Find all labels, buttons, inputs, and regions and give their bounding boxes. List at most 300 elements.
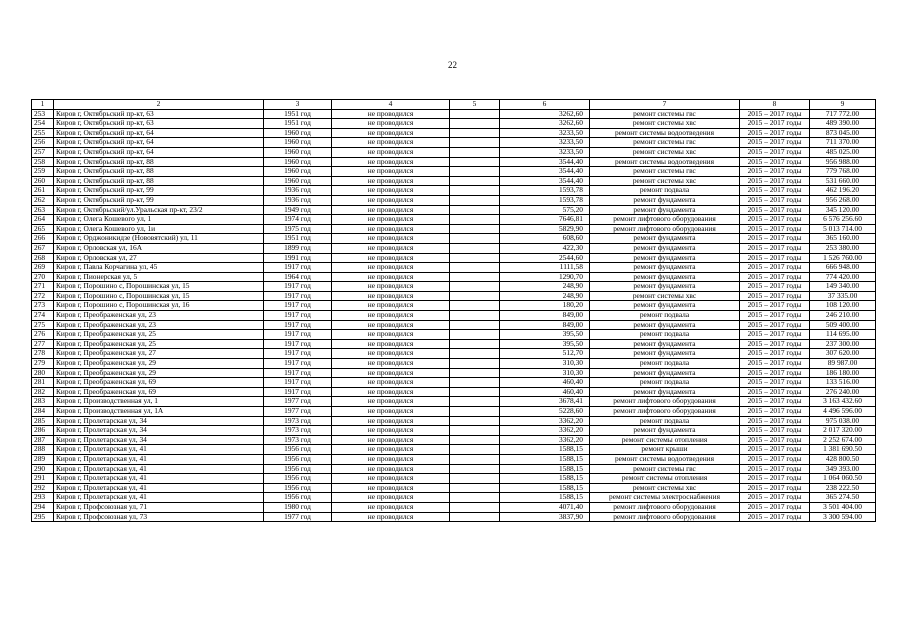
table-row bbox=[32, 474, 876, 484]
cell-area: 5228,60 bbox=[500, 407, 590, 417]
cell-year-built: 1964 год bbox=[264, 272, 332, 282]
cell-column-5 bbox=[450, 234, 500, 244]
cell-area: 3362,20 bbox=[500, 426, 590, 436]
header-row bbox=[32, 100, 876, 110]
table-row bbox=[32, 291, 876, 301]
cell-area: 310,30 bbox=[500, 368, 590, 378]
cell-address: Киров г, Октябрьский пр-кт, 88 bbox=[54, 157, 264, 167]
cell-column-5 bbox=[450, 205, 500, 215]
cell-area: 7646,81 bbox=[500, 215, 590, 225]
cell-area: 1593,78 bbox=[500, 186, 590, 196]
cell-year-built: 1951 год bbox=[264, 234, 332, 244]
cell-work-type: ремонт лифтового оборудования bbox=[590, 397, 740, 407]
cell-work-type: ремонт фундамента bbox=[590, 272, 740, 282]
cell-address: Киров г, Пролетарская ул, 41 bbox=[54, 483, 264, 493]
cell-address: Киров г, Преображенская ул, 27 bbox=[54, 349, 264, 359]
cell-area: 1588,15 bbox=[500, 493, 590, 503]
cell-row-number: 286 bbox=[32, 426, 54, 436]
cell-work-type: ремонт системы хвс bbox=[590, 176, 740, 186]
cell-address: Киров г, Пролетарская ул, 34 bbox=[54, 426, 264, 436]
cell-year-built: 1956 год bbox=[264, 493, 332, 503]
cell-row-number: 258 bbox=[32, 157, 54, 167]
cell-cost: 108 120.00 bbox=[810, 301, 876, 311]
cell-period: 2015 – 2017 годы bbox=[740, 435, 810, 445]
cell-cost: 2 017 320.00 bbox=[810, 426, 876, 436]
cell-work-type: ремонт фундамента bbox=[590, 234, 740, 244]
cell-column-5 bbox=[450, 253, 500, 263]
cell-column-5 bbox=[450, 349, 500, 359]
cell-cost: 246 210.00 bbox=[810, 311, 876, 321]
cell-row-number: 289 bbox=[32, 454, 54, 464]
cell-row-number: 273 bbox=[32, 301, 54, 311]
cell-column-5 bbox=[450, 138, 500, 148]
cell-cost: 114 695.00 bbox=[810, 330, 876, 340]
cell-work-type: ремонт подвала bbox=[590, 416, 740, 426]
table-row bbox=[32, 128, 876, 138]
cell-address: Киров г, Олега Кошевого ул, 1и bbox=[54, 224, 264, 234]
cell-address: Киров г, Павла Корчагина ул, 45 bbox=[54, 263, 264, 273]
cell-year-built: 1936 год bbox=[264, 186, 332, 196]
column-header: 1 bbox=[32, 100, 54, 110]
cell-row-number: 287 bbox=[32, 435, 54, 445]
cell-column-5 bbox=[450, 339, 500, 349]
cell-cost: 238 222.50 bbox=[810, 483, 876, 493]
cell-address: Киров г, Олега Кошевого ул, 1 bbox=[54, 215, 264, 225]
cell-year-built: 1917 год bbox=[264, 330, 332, 340]
cell-address: Киров г, Орджоникидзе (Нововятский) ул, 11 bbox=[54, 234, 264, 244]
cell-work-type: ремонт фундамента bbox=[590, 368, 740, 378]
cell-address: Киров г, Пролетарская ул, 34 bbox=[54, 416, 264, 426]
cell-address: Киров г, Октябрьский/ул.Уральская пр-кт, 23/2 bbox=[54, 205, 264, 215]
cell-work-type: ремонт системы отопления bbox=[590, 435, 740, 445]
cell-column-5 bbox=[450, 195, 500, 205]
table-row bbox=[32, 157, 876, 167]
table-row bbox=[32, 243, 876, 253]
cell-address: Киров г, Октябрьский пр-кт, 88 bbox=[54, 167, 264, 177]
cell-row-number: 271 bbox=[32, 282, 54, 292]
cell-address: Киров г, Производственная ул, 1А bbox=[54, 407, 264, 417]
cell-last-repair: не проводился bbox=[332, 243, 450, 253]
cell-address: Киров г, Октябрьский пр-кт, 63 bbox=[54, 109, 264, 119]
cell-cost: 531 660.00 bbox=[810, 176, 876, 186]
cell-cost: 6 576 256.60 bbox=[810, 215, 876, 225]
cell-row-number: 256 bbox=[32, 138, 54, 148]
cell-row-number: 272 bbox=[32, 291, 54, 301]
cell-last-repair: не проводился bbox=[332, 464, 450, 474]
cell-last-repair: не проводился bbox=[332, 291, 450, 301]
cell-year-built: 1975 год bbox=[264, 224, 332, 234]
cell-year-built: 1960 год bbox=[264, 128, 332, 138]
cell-period: 2015 – 2017 годы bbox=[740, 359, 810, 369]
cell-year-built: 1956 год bbox=[264, 445, 332, 455]
cell-cost: 3 300 594.00 bbox=[810, 512, 876, 522]
cell-address: Киров г, Орловская ул, 27 bbox=[54, 253, 264, 263]
cell-area: 3678,41 bbox=[500, 397, 590, 407]
cell-column-5 bbox=[450, 387, 500, 397]
cell-work-type: ремонт системы электроснабжения bbox=[590, 493, 740, 503]
cell-row-number: 293 bbox=[32, 493, 54, 503]
cell-period: 2015 – 2017 годы bbox=[740, 397, 810, 407]
table-row bbox=[32, 397, 876, 407]
cell-column-5 bbox=[450, 243, 500, 253]
cell-last-repair: не проводился bbox=[332, 234, 450, 244]
cell-address: Киров г, Преображенская ул, 25 bbox=[54, 339, 264, 349]
column-header: 9 bbox=[810, 100, 876, 110]
cell-last-repair: не проводился bbox=[332, 282, 450, 292]
cell-address: Киров г, Октябрьский пр-кт, 64 bbox=[54, 147, 264, 157]
cell-period: 2015 – 2017 годы bbox=[740, 147, 810, 157]
cell-row-number: 281 bbox=[32, 378, 54, 388]
cell-address: Киров г, Преображенская ул, 23 bbox=[54, 320, 264, 330]
table-row bbox=[32, 215, 876, 225]
cell-row-number: 267 bbox=[32, 243, 54, 253]
cell-year-built: 1917 год bbox=[264, 301, 332, 311]
cell-cost: 149 340.00 bbox=[810, 282, 876, 292]
cell-last-repair: не проводился bbox=[332, 157, 450, 167]
cell-cost: 186 180.00 bbox=[810, 368, 876, 378]
table-row bbox=[32, 109, 876, 119]
cell-area: 3544,40 bbox=[500, 167, 590, 177]
cell-year-built: 1917 год bbox=[264, 378, 332, 388]
cell-year-built: 1991 год bbox=[264, 253, 332, 263]
cell-year-built: 1917 год bbox=[264, 387, 332, 397]
column-header: 3 bbox=[264, 100, 332, 110]
cell-year-built: 1977 год bbox=[264, 407, 332, 417]
cell-cost: 956 268.00 bbox=[810, 195, 876, 205]
cell-period: 2015 – 2017 годы bbox=[740, 234, 810, 244]
table-row bbox=[32, 205, 876, 215]
cell-period: 2015 – 2017 годы bbox=[740, 368, 810, 378]
cell-work-type: ремонт подвала bbox=[590, 311, 740, 321]
cell-last-repair: не проводился bbox=[332, 474, 450, 484]
table-row bbox=[32, 483, 876, 493]
cell-cost: 3 163 432.60 bbox=[810, 397, 876, 407]
cell-cost: 3 501 404.00 bbox=[810, 502, 876, 512]
cell-row-number: 288 bbox=[32, 445, 54, 455]
cell-work-type: ремонт системы хвс bbox=[590, 483, 740, 493]
cell-column-5 bbox=[450, 445, 500, 455]
cell-row-number: 290 bbox=[32, 464, 54, 474]
cell-area: 1588,15 bbox=[500, 454, 590, 464]
cell-row-number: 280 bbox=[32, 368, 54, 378]
cell-row-number: 274 bbox=[32, 311, 54, 321]
cell-work-type: ремонт фундамента bbox=[590, 195, 740, 205]
cell-work-type: ремонт системы отопления bbox=[590, 474, 740, 484]
cell-area: 1290,70 bbox=[500, 272, 590, 282]
cell-year-built: 1973 год bbox=[264, 416, 332, 426]
cell-area: 3233,50 bbox=[500, 147, 590, 157]
table-row bbox=[32, 320, 876, 330]
cell-column-5 bbox=[450, 167, 500, 177]
cell-period: 2015 – 2017 годы bbox=[740, 224, 810, 234]
cell-address: Киров г, Преображенская ул, 69 bbox=[54, 387, 264, 397]
column-header: 6 bbox=[500, 100, 590, 110]
cell-row-number: 257 bbox=[32, 147, 54, 157]
cell-area: 310,30 bbox=[500, 359, 590, 369]
cell-area: 3262,60 bbox=[500, 119, 590, 129]
cell-year-built: 1951 год bbox=[264, 109, 332, 119]
column-header: 2 bbox=[54, 100, 264, 110]
table-row bbox=[32, 416, 876, 426]
cell-last-repair: не проводился bbox=[332, 109, 450, 119]
cell-period: 2015 – 2017 годы bbox=[740, 301, 810, 311]
cell-column-5 bbox=[450, 474, 500, 484]
cell-year-built: 1977 год bbox=[264, 512, 332, 522]
cell-work-type: ремонт системы гвс bbox=[590, 167, 740, 177]
cell-column-5 bbox=[450, 119, 500, 129]
cell-address: Киров г, Пролетарская ул, 41 bbox=[54, 493, 264, 503]
cell-last-repair: не проводился bbox=[332, 301, 450, 311]
cell-address: Киров г, Октябрьский пр-кт, 99 bbox=[54, 186, 264, 196]
cell-work-type: ремонт подвала bbox=[590, 359, 740, 369]
cell-row-number: 292 bbox=[32, 483, 54, 493]
cell-area: 4071,40 bbox=[500, 502, 590, 512]
cell-year-built: 1917 год bbox=[264, 368, 332, 378]
cell-cost: 509 400.00 bbox=[810, 320, 876, 330]
cell-year-built: 1917 год bbox=[264, 282, 332, 292]
cell-period: 2015 – 2017 годы bbox=[740, 138, 810, 148]
table-row bbox=[32, 339, 876, 349]
cell-period: 2015 – 2017 годы bbox=[740, 176, 810, 186]
cell-column-5 bbox=[450, 378, 500, 388]
cell-work-type: ремонт лифтового оборудования bbox=[590, 215, 740, 225]
cell-cost: 428 800.50 bbox=[810, 454, 876, 464]
cell-work-type: ремонт подвала bbox=[590, 378, 740, 388]
cell-period: 2015 – 2017 годы bbox=[740, 426, 810, 436]
cell-column-5 bbox=[450, 263, 500, 273]
cell-address: Киров г, Октябрьский пр-кт, 63 bbox=[54, 119, 264, 129]
cell-last-repair: не проводился bbox=[332, 205, 450, 215]
cell-period: 2015 – 2017 годы bbox=[740, 282, 810, 292]
cell-period: 2015 – 2017 годы bbox=[740, 349, 810, 359]
cell-cost: 711 370.00 bbox=[810, 138, 876, 148]
cell-area: 1588,15 bbox=[500, 464, 590, 474]
cell-cost: 89 987.00 bbox=[810, 359, 876, 369]
cell-row-number: 254 bbox=[32, 119, 54, 129]
cell-address: Киров г, Орловская ул, 16А bbox=[54, 243, 264, 253]
cell-column-5 bbox=[450, 320, 500, 330]
cell-column-5 bbox=[450, 454, 500, 464]
cell-address: Киров г, Преображенская ул, 69 bbox=[54, 378, 264, 388]
cell-cost: 485 025.00 bbox=[810, 147, 876, 157]
cell-cost: 4 496 596.00 bbox=[810, 407, 876, 417]
cell-period: 2015 – 2017 годы bbox=[740, 483, 810, 493]
table-row bbox=[32, 512, 876, 522]
cell-period: 2015 – 2017 годы bbox=[740, 128, 810, 138]
cell-cost: 349 393.00 bbox=[810, 464, 876, 474]
cell-row-number: 255 bbox=[32, 128, 54, 138]
cell-column-5 bbox=[450, 435, 500, 445]
cell-work-type: ремонт фундамента bbox=[590, 205, 740, 215]
cell-work-type: ремонт фундамента bbox=[590, 339, 740, 349]
cell-row-number: 278 bbox=[32, 349, 54, 359]
cell-address: Киров г, Пионерская ул, 5 bbox=[54, 272, 264, 282]
cell-column-5 bbox=[450, 464, 500, 474]
cell-year-built: 1949 год bbox=[264, 205, 332, 215]
cell-area: 2544,60 bbox=[500, 253, 590, 263]
table-row bbox=[32, 426, 876, 436]
cell-column-5 bbox=[450, 407, 500, 417]
table-row bbox=[32, 224, 876, 234]
cell-year-built: 1956 год bbox=[264, 474, 332, 484]
cell-work-type: ремонт фундамента bbox=[590, 282, 740, 292]
table-row bbox=[32, 387, 876, 397]
cell-work-type: ремонт системы водоотведения bbox=[590, 128, 740, 138]
cell-year-built: 1960 год bbox=[264, 176, 332, 186]
cell-last-repair: не проводился bbox=[332, 493, 450, 503]
cell-row-number: 268 bbox=[32, 253, 54, 263]
cell-cost: 237 300.00 bbox=[810, 339, 876, 349]
cell-address: Киров г, Пролетарская ул, 34 bbox=[54, 435, 264, 445]
table-row bbox=[32, 186, 876, 196]
table-row bbox=[32, 493, 876, 503]
cell-year-built: 1917 год bbox=[264, 291, 332, 301]
cell-period: 2015 – 2017 годы bbox=[740, 454, 810, 464]
cell-address: Киров г, Порошино с, Порошинская ул, 16 bbox=[54, 301, 264, 311]
cell-period: 2015 – 2017 годы bbox=[740, 186, 810, 196]
table-row bbox=[32, 330, 876, 340]
cell-address: Киров г, Пролетарская ул, 41 bbox=[54, 474, 264, 484]
table-row bbox=[32, 445, 876, 455]
cell-year-built: 1956 год bbox=[264, 464, 332, 474]
cell-work-type: ремонт системы водоотведения bbox=[590, 157, 740, 167]
cell-row-number: 266 bbox=[32, 234, 54, 244]
cell-year-built: 1917 год bbox=[264, 349, 332, 359]
cell-year-built: 1917 год bbox=[264, 263, 332, 273]
cell-area: 3837,90 bbox=[500, 512, 590, 522]
cell-area: 3233,50 bbox=[500, 128, 590, 138]
cell-cost: 666 948.00 bbox=[810, 263, 876, 273]
cell-cost: 307 620.00 bbox=[810, 349, 876, 359]
cell-work-type: ремонт системы хвс bbox=[590, 147, 740, 157]
cell-address: Киров г, Преображенская ул, 25 bbox=[54, 330, 264, 340]
column-header: 8 bbox=[740, 100, 810, 110]
cell-cost: 873 045.00 bbox=[810, 128, 876, 138]
cell-area: 180,20 bbox=[500, 301, 590, 311]
cell-column-5 bbox=[450, 291, 500, 301]
cell-cost: 133 516.00 bbox=[810, 378, 876, 388]
cell-area: 5829,90 bbox=[500, 224, 590, 234]
cell-area: 1588,15 bbox=[500, 483, 590, 493]
cell-area: 1593,78 bbox=[500, 195, 590, 205]
column-header: 5 bbox=[450, 100, 500, 110]
cell-column-5 bbox=[450, 359, 500, 369]
cell-area: 3544,40 bbox=[500, 157, 590, 167]
cell-last-repair: не проводился bbox=[332, 359, 450, 369]
cell-period: 2015 – 2017 годы bbox=[740, 387, 810, 397]
cell-column-5 bbox=[450, 215, 500, 225]
cell-work-type: ремонт фундамента bbox=[590, 349, 740, 359]
cell-column-5 bbox=[450, 311, 500, 321]
cell-cost: 1 526 760.00 bbox=[810, 253, 876, 263]
cell-address: Киров г, Профсоюзная ул, 71 bbox=[54, 502, 264, 512]
cell-year-built: 1917 год bbox=[264, 311, 332, 321]
cell-period: 2015 – 2017 годы bbox=[740, 320, 810, 330]
cell-period: 2015 – 2017 годы bbox=[740, 263, 810, 273]
table-row bbox=[32, 263, 876, 273]
cell-cost: 276 240.00 bbox=[810, 387, 876, 397]
cell-last-repair: не проводился bbox=[332, 483, 450, 493]
cell-year-built: 1917 год bbox=[264, 359, 332, 369]
cell-period: 2015 – 2017 годы bbox=[740, 339, 810, 349]
cell-last-repair: не проводился bbox=[332, 147, 450, 157]
cell-area: 3544,40 bbox=[500, 176, 590, 186]
column-header: 4 bbox=[332, 100, 450, 110]
cell-year-built: 1980 год bbox=[264, 502, 332, 512]
cell-cost: 5 013 714.00 bbox=[810, 224, 876, 234]
cell-address: Киров г, Пролетарская ул, 41 bbox=[54, 464, 264, 474]
cell-year-built: 1956 год bbox=[264, 483, 332, 493]
cell-period: 2015 – 2017 годы bbox=[740, 445, 810, 455]
cell-year-built: 1936 год bbox=[264, 195, 332, 205]
cell-last-repair: не проводился bbox=[332, 407, 450, 417]
cell-row-number: 275 bbox=[32, 320, 54, 330]
cell-address: Киров г, Октябрьский пр-кт, 88 bbox=[54, 176, 264, 186]
cell-last-repair: не проводился bbox=[332, 512, 450, 522]
cell-column-5 bbox=[450, 502, 500, 512]
cell-address: Киров г, Производственная ул, 1 bbox=[54, 397, 264, 407]
cell-work-type: ремонт фундамента bbox=[590, 301, 740, 311]
cell-cost: 774 420.00 bbox=[810, 272, 876, 282]
cell-period: 2015 – 2017 годы bbox=[740, 272, 810, 282]
cell-row-number: 294 bbox=[32, 502, 54, 512]
cell-work-type: ремонт системы гвс bbox=[590, 109, 740, 119]
cell-area: 3362,20 bbox=[500, 435, 590, 445]
table-row bbox=[32, 282, 876, 292]
page-number: 22 bbox=[448, 60, 457, 70]
cell-column-5 bbox=[450, 186, 500, 196]
cell-cost: 956 988.00 bbox=[810, 157, 876, 167]
table-row bbox=[32, 301, 876, 311]
cell-period: 2015 – 2017 годы bbox=[740, 119, 810, 129]
cell-year-built: 1973 год bbox=[264, 426, 332, 436]
cell-work-type: ремонт системы водоотведения bbox=[590, 454, 740, 464]
cell-area: 1588,15 bbox=[500, 474, 590, 484]
cell-address: Киров г, Порошино с, Порошинская ул, 15 bbox=[54, 291, 264, 301]
cell-row-number: 284 bbox=[32, 407, 54, 417]
cell-last-repair: не проводился bbox=[332, 349, 450, 359]
cell-year-built: 1977 год bbox=[264, 397, 332, 407]
cell-last-repair: не проводился bbox=[332, 186, 450, 196]
cell-row-number: 261 bbox=[32, 186, 54, 196]
cell-column-5 bbox=[450, 368, 500, 378]
cell-address: Киров г, Преображенская ул, 29 bbox=[54, 368, 264, 378]
cell-work-type: ремонт фундамента bbox=[590, 387, 740, 397]
table-row bbox=[32, 176, 876, 186]
cell-year-built: 1956 год bbox=[264, 454, 332, 464]
table-row bbox=[32, 167, 876, 177]
table-row bbox=[32, 119, 876, 129]
cell-period: 2015 – 2017 годы bbox=[740, 502, 810, 512]
cell-address: Киров г, Октябрьский пр-кт, 64 bbox=[54, 138, 264, 148]
cell-period: 2015 – 2017 годы bbox=[740, 167, 810, 177]
table-row bbox=[32, 359, 876, 369]
cell-work-type: ремонт системы хвс bbox=[590, 119, 740, 129]
cell-work-type: ремонт лифтового оборудования bbox=[590, 512, 740, 522]
cell-period: 2015 – 2017 годы bbox=[740, 157, 810, 167]
table-row bbox=[32, 464, 876, 474]
cell-address: Киров г, Преображенская ул, 29 bbox=[54, 359, 264, 369]
cell-column-5 bbox=[450, 397, 500, 407]
cell-row-number: 291 bbox=[32, 474, 54, 484]
cell-column-5 bbox=[450, 157, 500, 167]
cell-area: 608,60 bbox=[500, 234, 590, 244]
cell-work-type: ремонт фундамента bbox=[590, 263, 740, 273]
cell-row-number: 269 bbox=[32, 263, 54, 273]
cell-year-built: 1960 год bbox=[264, 138, 332, 148]
cell-year-built: 1960 год bbox=[264, 167, 332, 177]
cell-year-built: 1974 год bbox=[264, 215, 332, 225]
